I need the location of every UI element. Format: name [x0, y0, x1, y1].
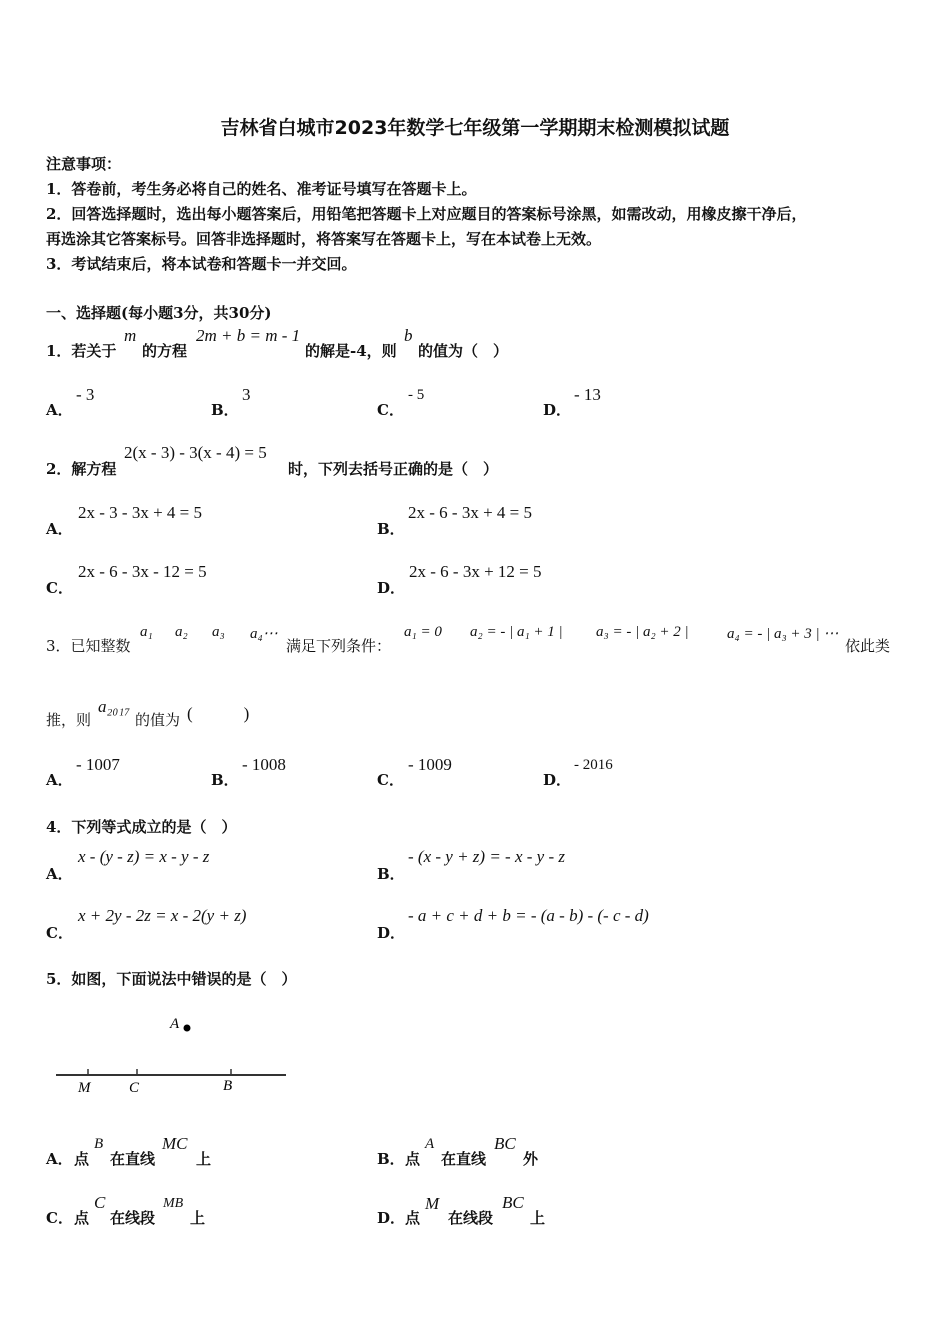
option-text: 上 — [196, 1150, 212, 1168]
option-label: A． — [46, 771, 73, 789]
page-title: 吉林省白城市2023年数学七年级第一学期期末检测模拟试题 — [220, 117, 730, 139]
line-figure — [50, 1010, 300, 1100]
option-point: B — [94, 1136, 104, 1152]
option-point: C — [94, 1193, 106, 1212]
option-value: 2x - 6 - 3x + 12 = 5 — [409, 562, 542, 581]
q3-target: a₂₀₁₇ — [98, 697, 131, 716]
q3-cond: a₁ = 0 — [404, 624, 442, 640]
option-label: A． — [46, 1150, 73, 1168]
option-label: A． — [46, 401, 73, 419]
label-b: B — [223, 1078, 233, 1094]
option-label: D． — [377, 1209, 406, 1227]
option-value: x - (y - z) = x - y - z — [78, 847, 210, 866]
q3-var: a₂ — [175, 624, 188, 640]
option-text: 在线段 — [448, 1209, 494, 1227]
option-value: 2x - 6 - 3x + 4 = 5 — [408, 503, 532, 522]
option-text: 在线段 — [110, 1209, 156, 1227]
option-text: 点 — [405, 1150, 421, 1168]
option-value: 2x - 6 - 3x - 12 = 5 — [78, 562, 207, 581]
q1-var-b: b — [404, 326, 413, 345]
option-label: C． — [377, 401, 404, 419]
option-value: - 1007 — [76, 755, 120, 774]
option-text: 在直线 — [441, 1150, 487, 1168]
q3-var: a₁ — [140, 624, 153, 640]
option-seg: MC — [162, 1134, 188, 1153]
option-text: 上 — [530, 1209, 546, 1227]
q2-prefix: 2．解方程 — [46, 460, 117, 478]
option-label: C． — [46, 924, 73, 942]
q1-var-m: m — [124, 326, 137, 345]
option-value: - 2016 — [574, 757, 613, 773]
option-label: C． — [46, 1209, 73, 1227]
option-label: B． — [377, 1150, 405, 1168]
option-value: - 1008 — [242, 755, 286, 774]
option-label: C． — [377, 771, 404, 789]
q3-cond: a₃ = - | a₂ + 2 | — [596, 624, 689, 640]
option-text: 外 — [523, 1150, 539, 1168]
q1-prefix: 1．若关于 — [46, 342, 117, 360]
option-value: - a + c + d + b = - (a - b) - (- c - d) — [408, 906, 649, 925]
option-point: M — [425, 1194, 440, 1213]
option-value: - 3 — [76, 385, 95, 404]
option-label: B． — [211, 771, 239, 789]
option-text: 点 — [74, 1209, 90, 1227]
q3-var: a₃ — [212, 624, 225, 640]
option-seg: BC — [502, 1193, 524, 1212]
q3-line2-suffix: 的值为 — [135, 711, 181, 729]
notice-item: 3．考试结束后，将本试卷和答题卡一并交回。 — [46, 255, 357, 273]
q3-cond: a₂ = - | a₁ + 1 | — [470, 624, 563, 640]
q5-stem: 5．如图，下面说法中错误的是（ ） — [46, 970, 297, 988]
option-text: 点 — [74, 1150, 90, 1168]
q1-equation: 2m + b = m - 1 — [196, 326, 301, 345]
option-point: A — [425, 1136, 435, 1152]
option-label: A． — [46, 520, 73, 538]
q1-mid: 的方程 — [142, 342, 188, 360]
option-label: D． — [543, 771, 572, 789]
option-label: D． — [543, 401, 572, 419]
q3-tail: 依此类 — [845, 637, 891, 655]
q1-suffix: 的值为（ ） — [418, 342, 509, 360]
q3-cond-text: 满足下列条件： — [286, 637, 392, 655]
q3-line2-prefix: 推，则 — [46, 711, 92, 729]
label-a: A — [170, 1016, 180, 1032]
option-text: 上 — [190, 1209, 206, 1227]
option-value: - 5 — [408, 387, 425, 403]
option-label: B． — [211, 401, 239, 419]
notice-heading: 注意事项： — [46, 155, 122, 173]
option-seg: MB — [163, 1196, 184, 1211]
option-seg: BC — [494, 1134, 516, 1153]
option-value: - 13 — [574, 385, 601, 404]
section-heading: 一、选择题(每小题3分，共30分) — [46, 304, 272, 322]
option-label: A． — [46, 865, 73, 883]
option-label: B． — [377, 865, 405, 883]
option-value: x + 2y - 2z = x - 2(y + z) — [78, 906, 247, 925]
notice-item: 再选涂其它答案标号。回答非选择题时，将答案写在答题卡上，写在本试卷上无效。 — [46, 230, 602, 248]
option-label: B． — [377, 520, 405, 538]
option-value: 3 — [242, 385, 251, 404]
option-text: 点 — [405, 1209, 421, 1227]
q3-prefix: 3．已知整数 — [46, 637, 131, 655]
option-label: D． — [377, 924, 406, 942]
q4-stem: 4．下列等式成立的是（ ） — [46, 818, 237, 836]
option-value: - 1009 — [408, 755, 452, 774]
q3-var: a₄⋯ — [250, 626, 278, 642]
option-text: 在直线 — [110, 1150, 156, 1168]
q3-paren: ( ) — [187, 704, 250, 723]
option-value: - (x - y + z) = - x - y - z — [408, 847, 565, 866]
label-c: C — [129, 1080, 140, 1096]
point-a — [184, 1025, 191, 1032]
notice-item: 1．答卷前，考生务必将自己的姓名、准考证号填写在答题卡上。 — [46, 180, 477, 198]
q3-cond: a₄ = - | a₃ + 3 | ⋯ — [727, 626, 839, 642]
option-label: D． — [377, 579, 406, 597]
q2-equation: 2(x - 3) - 3(x - 4) = 5 — [124, 443, 267, 462]
label-m: M — [78, 1080, 91, 1096]
q2-suffix: 时，下列去括号正确的是（ ） — [288, 460, 499, 478]
notice-item: 2．回答选择题时，选出每小题答案后，用铅笔把答题卡上对应题目的答案标号涂黑，如需改动，用橡皮擦干净后， — [46, 205, 807, 223]
option-label: C． — [46, 579, 73, 597]
q1-mid2: 的解是-4，则 — [305, 342, 397, 360]
option-value: 2x - 3 - 3x + 4 = 5 — [78, 503, 202, 522]
